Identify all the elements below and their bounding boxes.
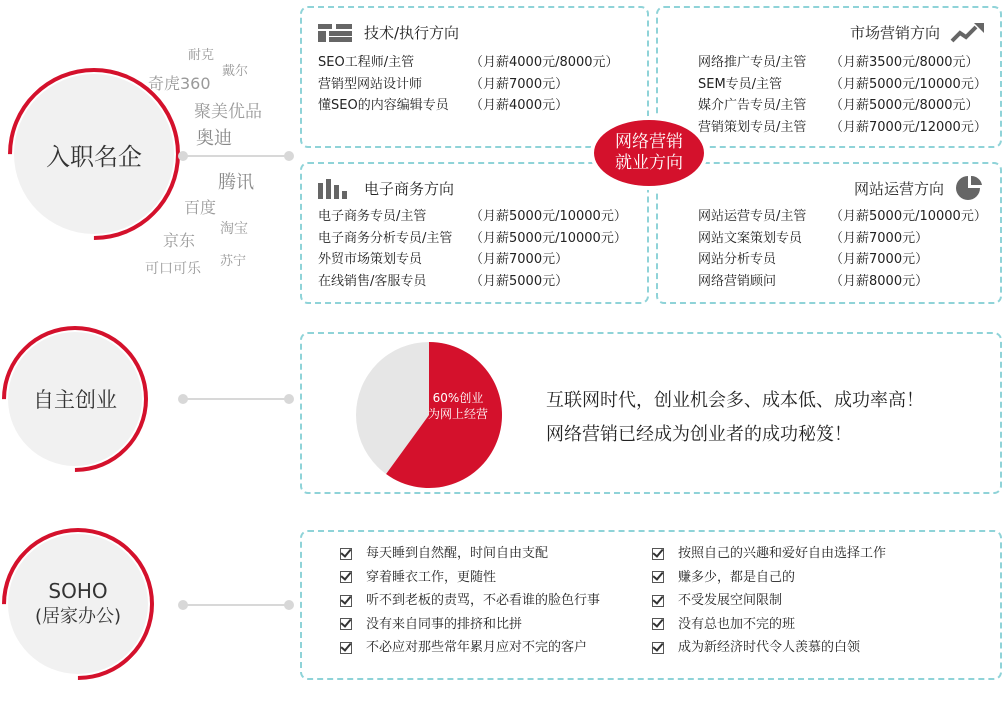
center-badge-line2: 就业方向 xyxy=(615,153,683,173)
brand-nike: 耐克 xyxy=(188,48,215,63)
soho-item: 穿着睡衣工作，更随性 xyxy=(340,566,600,590)
startup-connector-dot-start xyxy=(178,394,188,404)
brand-audi: 奥迪 xyxy=(196,128,232,149)
soho-label-line1: SOHO xyxy=(48,579,108,603)
brand-jumei: 聚美优品 xyxy=(194,102,262,122)
bar-chart-icon xyxy=(318,179,352,199)
brand-cocacola: 可口可乐 xyxy=(145,261,201,277)
soho-connector-dot-end xyxy=(284,600,294,610)
jobs-circle xyxy=(14,74,174,234)
job-row: 网站分析专员 （月薪7000元） xyxy=(698,252,929,267)
soho-item: 按照自己的兴趣和爱好自由选择工作 xyxy=(652,542,886,566)
soho-box xyxy=(300,530,1002,680)
soho-item: 没有来自同事的排挤和比拼 xyxy=(340,613,600,637)
soho-item: 每天睡到自然醒，时间自由支配 xyxy=(340,542,600,566)
job-row: SEM专员/主管 （月薪5000元/10000元） xyxy=(698,76,987,92)
pie-label-line1: 60%创业 xyxy=(432,391,484,405)
soho-circle xyxy=(8,534,148,674)
checkbox-icon xyxy=(340,548,352,560)
job-row: 营销策划专员/主管 （月薪7000元/12000元） xyxy=(698,119,987,135)
startup-connector-dot-end xyxy=(284,394,294,404)
job-row: 懂SEO的内容编辑专员 （月薪4000元） xyxy=(318,98,569,113)
jobs-connector-dot-start xyxy=(178,151,188,161)
startup-text-line1: 互联网时代，创业机会多、成本低、成功率高！ xyxy=(546,390,924,411)
brand-dell: 戴尔 xyxy=(222,64,249,79)
soho-connector xyxy=(180,604,290,606)
brand-qihoo360: 奇虎360 xyxy=(148,74,211,93)
checkbox-icon xyxy=(340,642,352,654)
startup-text-line2: 网络营销已经成为创业者的成功秘笈！ xyxy=(546,424,852,445)
job-row: 电子商务专员/主管 （月薪5000元/10000元） xyxy=(318,209,627,224)
checkbox-icon xyxy=(652,595,664,607)
soho-item: 听不到老板的责骂，不必看谁的脸色行事 xyxy=(340,589,600,613)
tech-direction-title: 技术/执行方向 xyxy=(364,24,460,42)
soho-item: 没有总也加不完的班 xyxy=(652,613,886,637)
startup-circle xyxy=(8,332,142,466)
startup-box xyxy=(300,332,1002,494)
checkbox-icon xyxy=(340,618,352,630)
soho-connector-dot-start xyxy=(178,600,188,610)
center-badge xyxy=(590,116,708,190)
jobs-connector xyxy=(180,155,290,157)
job-row: 外贸市场策划专员 （月薪7000元） xyxy=(318,252,569,267)
checkbox-icon xyxy=(652,618,664,630)
job-row: 网络营销顾问 （月薪8000元） xyxy=(698,273,929,289)
checkbox-icon xyxy=(652,642,664,654)
operation-direction-box xyxy=(656,162,1002,304)
job-row: 在线销售/客服专员 （月薪5000元） xyxy=(318,273,569,289)
startup-connector xyxy=(180,398,290,400)
job-row: 媒介广告专员/主管 （月薪5000元/8000元） xyxy=(698,98,979,113)
checkbox-icon xyxy=(340,595,352,607)
jobs-connector-dot-end xyxy=(284,151,294,161)
pie-label-line2: 为网上经营 xyxy=(428,407,489,421)
jobs-label: 入职名企 xyxy=(46,142,142,171)
brand-jd: 京东 xyxy=(163,231,196,250)
soho-item: 赚多少，都是自己的 xyxy=(652,566,886,590)
brand-taobao: 淘宝 xyxy=(220,221,248,237)
tech-direction-box xyxy=(300,6,649,148)
operation-direction-title: 网站运营方向 xyxy=(853,179,944,198)
checkbox-icon xyxy=(652,548,664,560)
center-badge-line1: 网络营销 xyxy=(615,132,683,152)
soho-item: 不必应对那些常年累月应对不完的客户 xyxy=(340,636,600,660)
soho-label-line2: (居家办公) xyxy=(34,606,122,627)
job-row: 网站文案策划专员 （月薪7000元） xyxy=(698,230,929,246)
pie-label xyxy=(428,390,488,422)
ecommerce-direction-title: 电子商务方向 xyxy=(364,180,455,198)
job-row: 网站运营专员/主管 （月薪5000元/10000元） xyxy=(698,209,987,224)
soho-item: 不受发展空间限制 xyxy=(652,589,886,613)
checkbox-icon xyxy=(340,571,352,583)
marketing-direction-title: 市场营销方向 xyxy=(849,24,940,42)
layout-icon xyxy=(318,24,352,42)
brand-baidu: 百度 xyxy=(184,198,217,217)
checkbox-icon xyxy=(652,571,664,583)
marketing-direction-box xyxy=(656,6,1002,148)
job-row: 营销型网站设计师 （月薪7000元） xyxy=(318,76,569,92)
job-row: 电子商务分析专员/主管 （月薪5000元/10000元） xyxy=(318,230,627,246)
brand-suning: 苏宁 xyxy=(220,254,247,269)
brand-tencent: 腾讯 xyxy=(218,172,254,193)
startup-label: 自主创业 xyxy=(33,388,117,412)
ecommerce-direction-box xyxy=(300,162,649,304)
job-row: SEO工程师/主管 （月薪4000元/8000元） xyxy=(318,55,619,70)
soho-item: 成为新经济时代令人羡慕的白领 xyxy=(652,636,886,660)
job-row: 网络推广专员/主管 （月薪3500元/8000元） xyxy=(698,55,979,70)
trend-chart-icon xyxy=(950,23,984,43)
pie-chart-icon xyxy=(954,176,984,200)
